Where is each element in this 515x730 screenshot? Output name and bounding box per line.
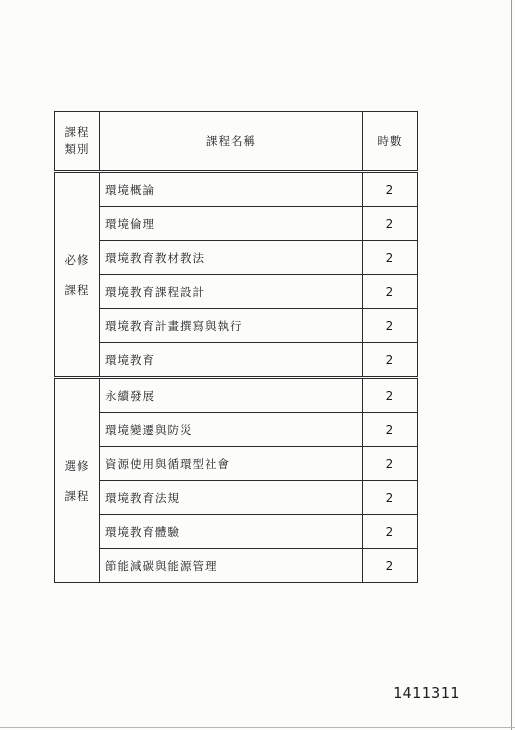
course-name: 環境變遷與防災 [100, 413, 363, 447]
table-row [55, 241, 418, 275]
course-hours: 2 [363, 309, 418, 343]
table-row [55, 207, 418, 241]
table-row [55, 309, 418, 343]
course-name: 環境概論 [100, 172, 363, 207]
course-name: 環境教育課程設計 [100, 275, 363, 309]
category-required-line2: 課程 [64, 282, 90, 297]
table-row [55, 378, 418, 413]
table-row [55, 172, 418, 207]
course-name: 環境教育法規 [100, 481, 363, 515]
header-category-line2: 類別 [64, 142, 90, 156]
document-number: 1411311 [393, 684, 460, 702]
category-elective [55, 378, 100, 583]
course-name: 環境教育教材教法 [100, 241, 363, 275]
course-name: 環境倫理 [100, 207, 363, 241]
category-required-line1: 必修 [64, 252, 90, 267]
course-hours: 2 [363, 447, 418, 481]
header-hours: 時數 [363, 112, 418, 172]
course-hours: 2 [363, 275, 418, 309]
category-elective-line1: 選修 [64, 458, 90, 473]
header-category-line1: 課程 [64, 125, 90, 139]
header-category [55, 112, 100, 172]
course-hours: 2 [363, 378, 418, 413]
table-row [55, 275, 418, 309]
category-elective-line2: 課程 [64, 488, 90, 503]
table-row [55, 515, 418, 549]
course-name: 永續發展 [100, 378, 363, 413]
table-row [55, 343, 418, 378]
course-hours: 2 [363, 343, 418, 378]
course-hours: 2 [363, 172, 418, 207]
course-name: 環境教育計畫撰寫與執行 [100, 309, 363, 343]
table-row [55, 413, 418, 447]
header-course-name: 課程名稱 [100, 112, 363, 172]
scan-edge-bottom [0, 727, 515, 728]
course-name: 環境教育體驗 [100, 515, 363, 549]
course-hours: 2 [363, 515, 418, 549]
course-hours: 2 [363, 549, 418, 583]
course-name: 環境教育 [100, 343, 363, 378]
table-row [55, 549, 418, 583]
scan-edge-right [511, 0, 512, 730]
course-table [54, 111, 418, 583]
course-hours: 2 [363, 241, 418, 275]
course-name: 節能減碳與能源管理 [100, 549, 363, 583]
course-hours: 2 [363, 481, 418, 515]
course-name: 資源使用與循環型社會 [100, 447, 363, 481]
table-row [55, 481, 418, 515]
category-required [55, 172, 100, 378]
table-row [55, 447, 418, 481]
course-hours: 2 [363, 413, 418, 447]
table-header-row [55, 112, 418, 172]
course-hours: 2 [363, 207, 418, 241]
